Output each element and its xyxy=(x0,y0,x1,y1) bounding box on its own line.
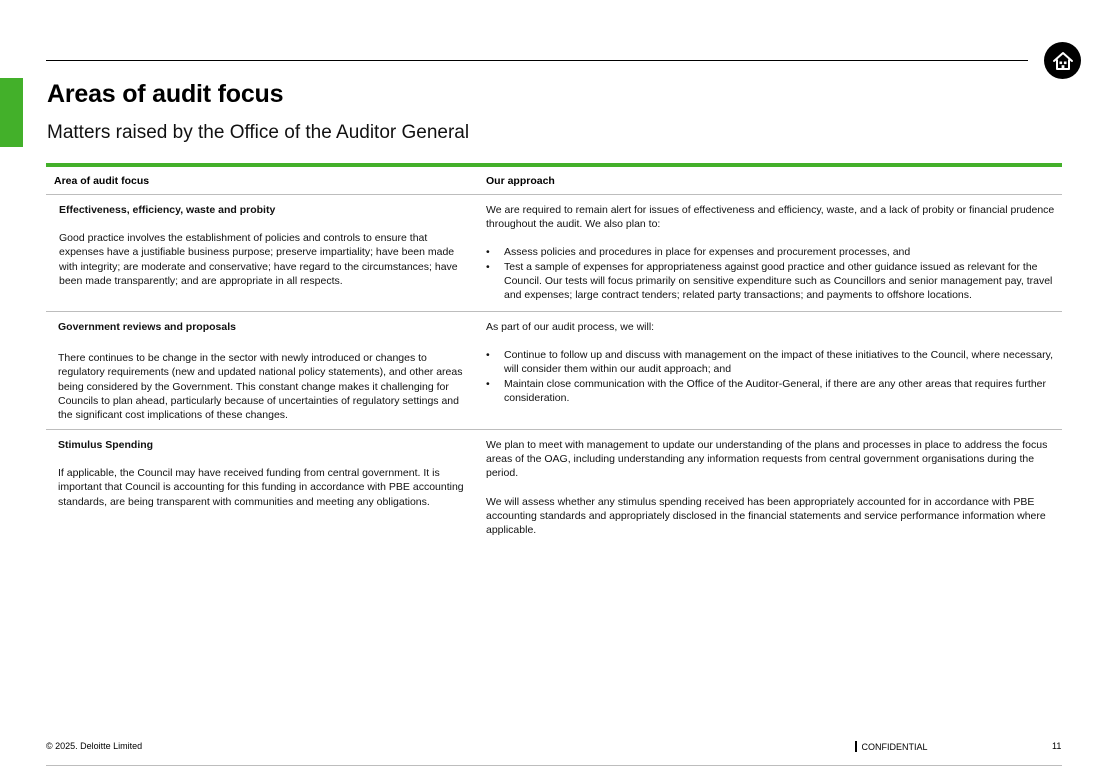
classification-label xyxy=(855,741,928,752)
page-title: Areas of audit focus xyxy=(47,80,284,108)
top-divider xyxy=(46,60,1028,61)
area-cell xyxy=(46,195,478,311)
approach-intro: We are required to remain alert for issues of effectiveness and efficiency, waste, and a lack of probity or financial prudence throughout the audit. We also plan to: xyxy=(486,204,1055,231)
area-text: Good practice involves the establishment of policies and controls to ensure that expenses have a justifiable business purpose; preserve impartiality; have been made with integrity; are moderate and conservative; have regard to the circumstances; have been made transparently; and are appropriate in all respects. xyxy=(59,232,458,287)
area-cell xyxy=(46,430,478,545)
list-item: • Maintain close communication with the Office of the Auditor-General, if there are any other areas that requires further consideration. xyxy=(486,377,1058,405)
table-row xyxy=(46,430,1062,545)
approach-cell xyxy=(478,195,1062,311)
area-text: There continues to be change in the sector with newly introduced or changes to regulatory requirements (new and updated national policy statements), and other areas being considered by the Government. This constant change makes it challenging for Councils to plan ahead, particularly because of uncertainties of regulatory settings and the significant cost implications of these changes. xyxy=(58,352,463,422)
table-header xyxy=(46,163,1062,195)
approach-list xyxy=(486,348,1058,405)
approach-paragraph: We plan to meet with management to update our understanding of the plans and processes in place to address the focus areas of the OAG, including understanding any information requests from central government organisations during the period. xyxy=(486,439,1048,480)
audit-focus-table xyxy=(46,163,1062,545)
home-button[interactable] xyxy=(1044,42,1081,79)
copyright: © 2025. Deloitte Limited xyxy=(46,741,143,751)
approach-cell xyxy=(478,312,1062,429)
area-title: Effectiveness, efficiency, waste and probity xyxy=(59,204,276,216)
list-item: • Continue to follow up and discuss with management on the impact of these initiatives to the Council, where necessary, will consider them within our audit approach; and xyxy=(486,348,1058,376)
table-row xyxy=(46,312,1062,430)
accent-bar xyxy=(0,78,23,147)
approach-cell xyxy=(478,430,1062,545)
list-item: • Test a sample of expenses for appropriateness against good practice and other guidance issued as relevant for the Council. Our tests will focus primarily on sensitive expenditure such as Councillors and senior management pay, travel and expenses; large contract tenders; related party transactions; and payments to offshore locations. xyxy=(486,260,1058,303)
footer-divider xyxy=(46,765,1062,766)
area-title: Government reviews and proposals xyxy=(58,321,236,333)
column-header-area: Area of audit focus xyxy=(54,174,150,187)
column-header-approach: Our approach xyxy=(486,174,555,187)
page-subtitle: Matters raised by the Office of the Auditor General xyxy=(47,122,470,143)
approach-intro: As part of our audit process, we will: xyxy=(486,321,655,333)
area-text: If applicable, the Council may have received funding from central government. It is important that Council is accounting for this funding in accordance with PBE accounting standards, are being transparent with communities and meeting any obligations. xyxy=(58,467,464,508)
classification-text: CONFIDENTIAL xyxy=(861,741,928,752)
approach-list xyxy=(486,245,1058,302)
list-item: • Assess policies and procedures in place for expenses and procurement processes, and xyxy=(486,245,1058,259)
footer-separator xyxy=(855,741,857,752)
home-icon xyxy=(1052,50,1074,72)
page-number: 11 xyxy=(1052,741,1062,751)
table-row xyxy=(46,195,1062,312)
approach-paragraph: We will assess whether any stimulus spending received has been appropriately accounted for in accordance with PBE accounting standards and appropriately disclosed in the financial statements and service performance information where applicable. xyxy=(486,495,1046,537)
area-cell xyxy=(46,312,478,429)
area-title: Stimulus Spending xyxy=(58,439,154,451)
